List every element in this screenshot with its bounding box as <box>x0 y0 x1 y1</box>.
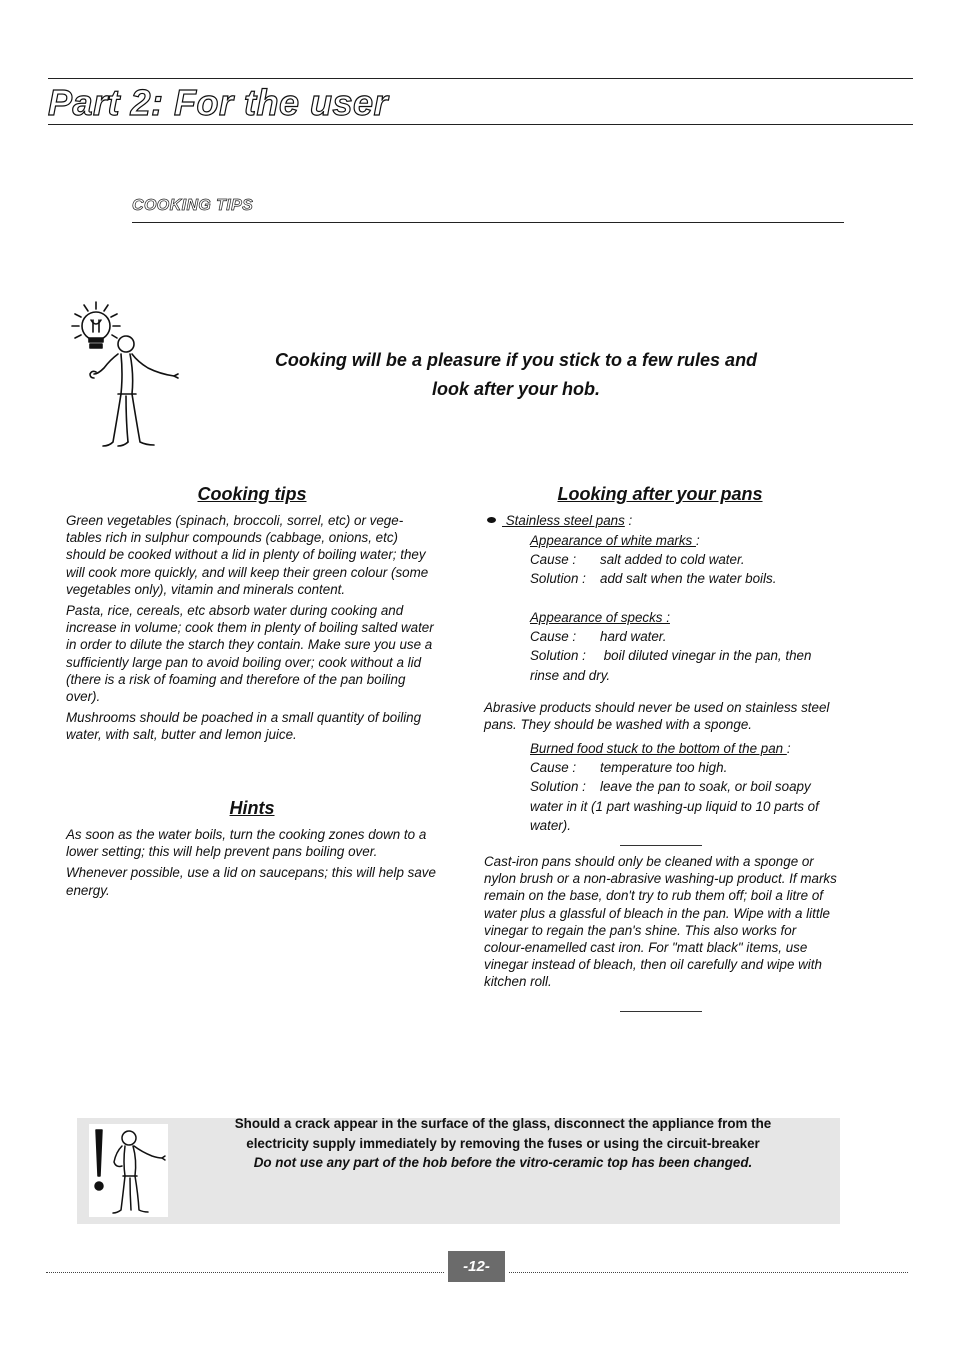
solution-value-continued: water). <box>530 817 571 833</box>
solution-label: Solution : <box>530 648 586 664</box>
header-top-rule <box>48 78 913 79</box>
lightbulb-man-icon <box>66 296 182 454</box>
bullet-icon <box>487 517 496 523</box>
solution-value: boil diluted vinegar in the pan, then <box>600 648 812 664</box>
cast-iron-paragraph: Cast-iron pans should only be cleaned with a sponge or nylon brush or a non-abrasive washing-up product. If marks remain on the base, don't try to rub them off; boil a litre of water plus a glassful of bleach in the pan. Wipe with a little vinegar to regain the pan's shine. This also works for colour-enamelled cast iron. For "matt black" items, use vinegar instead of bleach, then oil carefully and wipe with kitchen roll. <box>484 854 837 990</box>
warning-text <box>185 1114 821 1173</box>
section-title: COOKING TIPS <box>132 197 254 214</box>
cooking-tip-paragraph: Mushrooms should be poached in a small quantity of boiling water, with salt, butter and lemon juice. <box>66 710 422 743</box>
warning-line-2: electricity supply immediately by removing the fuses or using the circuit-breaker <box>246 1135 760 1151</box>
burned-food-title-suffix: : <box>786 741 791 756</box>
stainless-steel-label: Stainless steel pans <box>502 513 625 528</box>
warning-line-3: Do not use any part of the hob before the vitro-ceramic top has been changed. <box>253 1155 753 1171</box>
hint-paragraph: Whenever possible, use a lid on saucepans; this will help save energy. <box>66 865 436 898</box>
abrasive-paragraph: Abrasive products should never be used on stainless steel pans. They should be washed with a sponge. <box>484 700 830 733</box>
hint-paragraph: As soon as the water boils, turn the cooking zones down to a lower setting; this will help prevent pans boiling over. <box>66 827 427 860</box>
white-marks-block <box>530 531 840 589</box>
cause-value: temperature too high. <box>600 760 728 776</box>
solution-value-continued: rinse and dry. <box>530 667 611 683</box>
cooking-tips-heading: Cooking tips <box>197 484 307 504</box>
footer-dotted-rule-right <box>509 1272 908 1273</box>
stainless-steel-item <box>484 511 836 530</box>
separator-rule <box>620 845 702 846</box>
solution-value: leave the pan to soak, or boil soapy <box>600 779 811 795</box>
cooking-tip-paragraph: Green vegetables (spinach, broccoli, sorrel, etc) or vege-tables rich in sulphur compounds (cabbage, onions, etc) should be cooked without a lid in plenty of boiling water; they will cook more quickly, and will keep their green colour (some vegetables only), vitamin and minerals content. <box>66 513 429 597</box>
solution-value: add salt when the water boils. <box>600 571 777 587</box>
cause-label: Cause : <box>530 552 577 568</box>
stainless-steel-suffix: : <box>624 513 633 528</box>
burned-food-title: Burned food stuck to the bottom of the pan <box>530 741 787 756</box>
intro-line-1: Cooking will be a pleasure if you stick to a few rules and <box>274 350 758 370</box>
warning-man-icon <box>89 1124 168 1217</box>
pans-heading: Looking after your pans <box>557 484 763 504</box>
white-marks-title-suffix: : <box>695 533 700 548</box>
hints-body <box>66 826 438 903</box>
specks-title: Appearance of specks : <box>530 610 670 625</box>
cooking-tips-body <box>66 512 438 748</box>
hints-heading: Hints <box>229 798 275 818</box>
page-number: -12- <box>448 1251 505 1282</box>
separator-rule <box>620 1011 702 1012</box>
cooking-tip-paragraph: Pasta, rice, cereals, etc absorb water during cooking and increase in volume; cook them in plenty of boiling salted water in order to dilute the starch they contain. Make sure you use a sufficiently large pan to avoid boiling over; cook without a lid (there is a risk of foaming and therefore of the pan boiling over). <box>66 603 434 705</box>
cause-label: Cause : <box>530 629 577 645</box>
warning-line-1: Should a crack appear in the surface of the glass, disconnect the appliance from the <box>234 1116 772 1131</box>
intro-line-2: look after your hob. <box>431 379 600 399</box>
section-rule <box>132 222 844 223</box>
cause-value: salt added to cold water. <box>600 552 745 568</box>
solution-label: Solution : <box>530 571 586 587</box>
solution-label: Solution : <box>530 779 586 795</box>
white-marks-title: Appearance of white marks <box>530 533 696 548</box>
intro-text <box>258 346 774 404</box>
warning-figure <box>89 1124 168 1217</box>
page-title: Part 2: For the user <box>48 82 389 123</box>
cause-value: hard water. <box>600 629 667 645</box>
header-bottom-rule <box>48 124 913 125</box>
cause-label: Cause : <box>530 760 577 776</box>
specks-block <box>530 608 840 685</box>
solution-value-continued: water in it (1 part washing-up liquid to 10 parts of <box>530 798 819 814</box>
burned-food-block <box>530 739 840 835</box>
footer-dotted-rule-left <box>46 1272 444 1273</box>
